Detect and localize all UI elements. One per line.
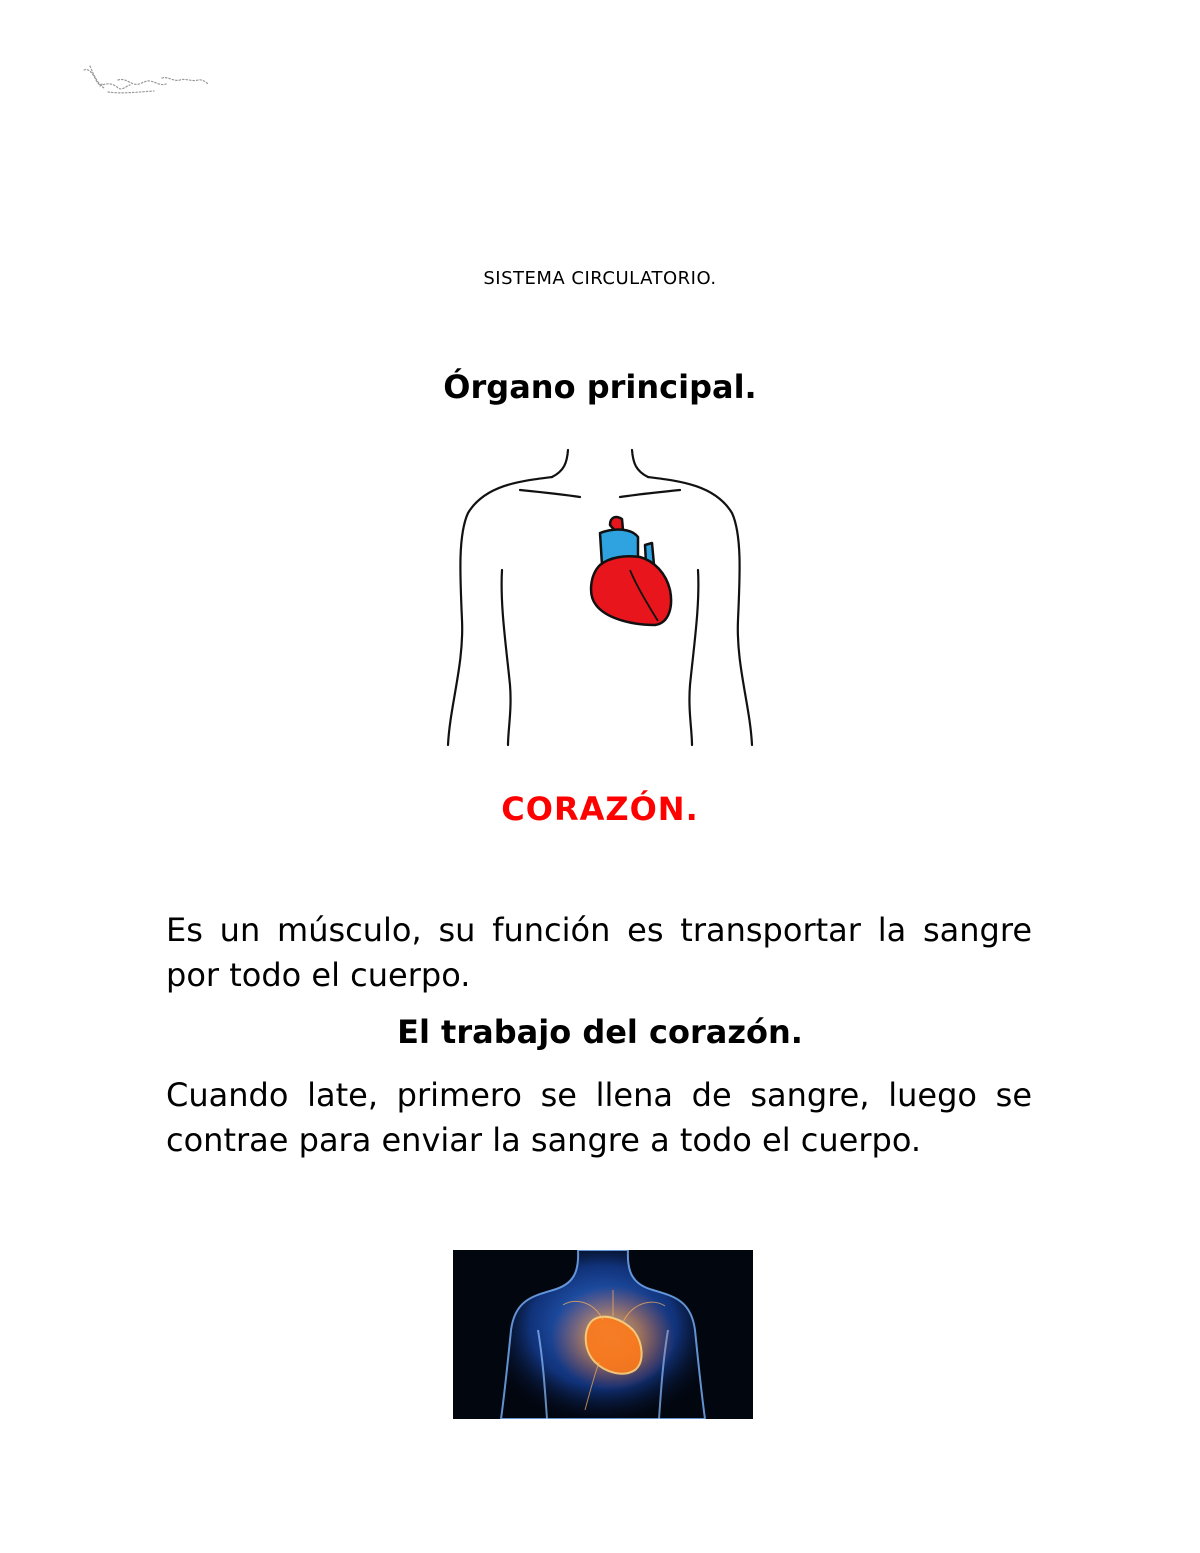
- document-title: SISTEMA CIRCULATORIO.: [483, 268, 717, 289]
- definition-paragraph: Es un músculo, su función es transportar la sangre por todo el cuerpo.: [166, 911, 1032, 994]
- organ-name: CORAZÓN.: [501, 790, 699, 828]
- heading-main-organ: Órgano principal.: [443, 368, 757, 406]
- torso-neck-right: [632, 450, 648, 477]
- torso-heart-illustration: [440, 445, 760, 750]
- torso-side-left: [502, 570, 511, 745]
- work-description-paragraph: Cuando late, primero se llena de sangre, luego se contrae para enviar la sangre a todo el cuerpo.: [166, 1076, 1032, 1159]
- heart-icon: [591, 517, 671, 625]
- torso-side-right: [689, 570, 698, 745]
- torso-clavicle-left: [520, 490, 580, 497]
- torso-shoulder-left: [448, 477, 552, 745]
- glowing-heart-photo: [453, 1250, 753, 1419]
- signature-logo: [78, 58, 213, 103]
- torso-clavicle-right: [620, 490, 680, 497]
- torso-neck-left: [552, 450, 568, 477]
- heading-heart-work: El trabajo del corazón.: [397, 1013, 803, 1051]
